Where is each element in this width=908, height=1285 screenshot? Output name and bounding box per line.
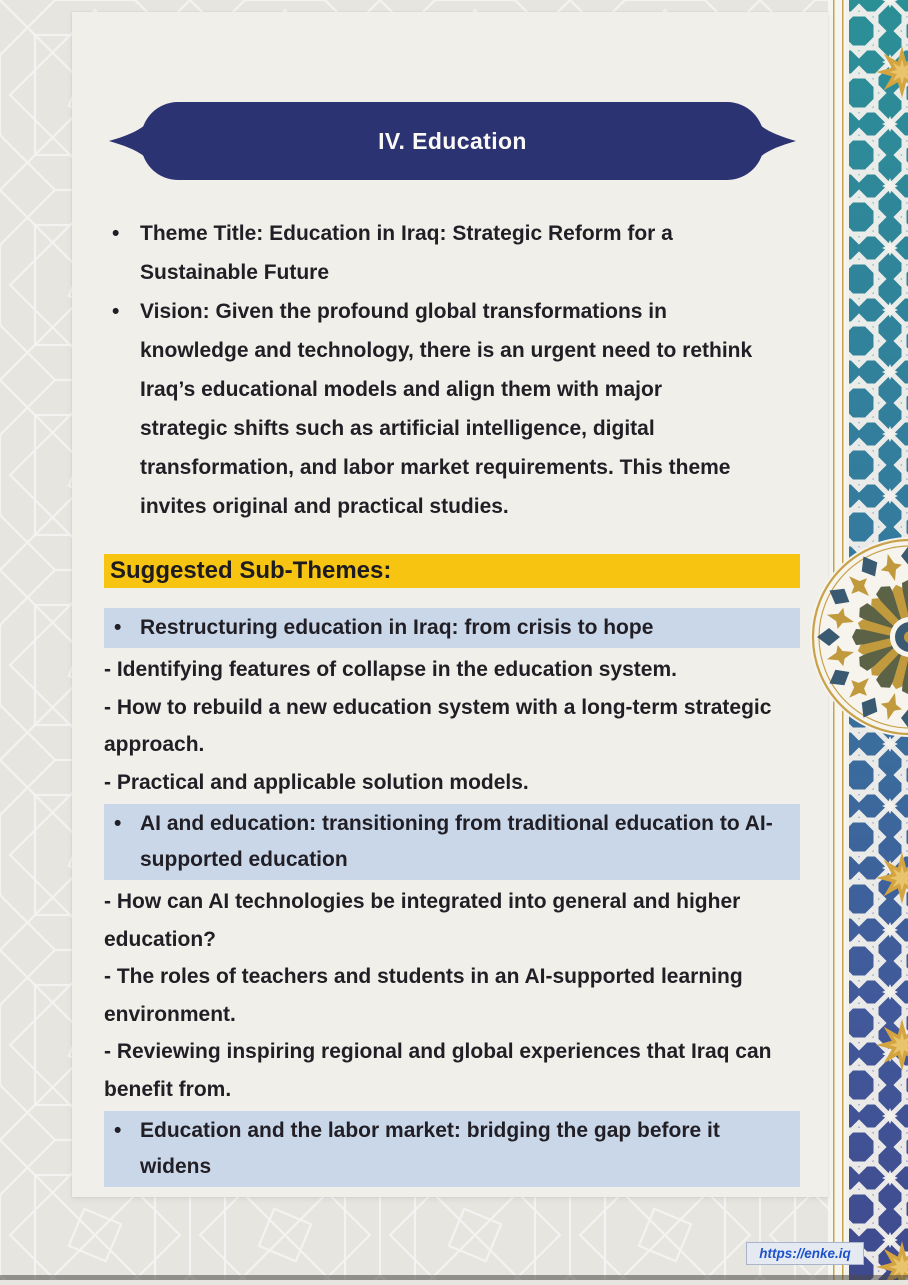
section-title: IV. Education	[378, 127, 527, 154]
subtheme-detail: - Practical and applicable solution models.	[104, 770, 529, 794]
intro-bullet-list	[110, 214, 755, 526]
intro-bullet-theme-title: • Theme Title: Education in Iraq: Strategic Reform for a Sustainable Future	[110, 214, 755, 292]
intro-bullet-vision: • Vision: Given the profound global transformations in knowledge and technology, there is an urgent need to rethink Iraq’s educational models and align them with major strategic shifts such as artificial intelligence, digital transformation, and labor market requirements. This theme invites original and practical studies.	[110, 292, 755, 526]
bottom-edge-shadow	[0, 1275, 908, 1280]
subtheme-detail: - How can AI technologies be integrated into general and higher education?	[104, 890, 741, 951]
subtheme-item: • Education and the labor market: bridging the gap before it widens	[104, 1111, 800, 1187]
subtheme-item: • AI and education: transitioning from traditional education to AI-supported education	[104, 804, 800, 880]
subtheme-detail: - The roles of teachers and students in an AI-supported learning environment.	[104, 965, 743, 1026]
rosette-medallion-icon	[798, 525, 908, 749]
footer-url-link[interactable]: https://enke.iq	[746, 1242, 864, 1265]
subtheme-detail: - How to rebuild a new education system with a long-term strategic approach.	[104, 695, 772, 756]
content-card	[72, 12, 828, 1197]
subthemes-heading: Suggested Sub-Themes:	[104, 554, 800, 588]
subthemes-list	[104, 608, 800, 1187]
subtheme-item: • Restructuring education in Iraq: from crisis to hope	[104, 608, 800, 648]
section-banner	[107, 102, 798, 180]
subtheme-detail: - Reviewing inspiring regional and global experiences that Iraq can benefit from.	[104, 1040, 772, 1101]
subtheme-detail: - Identifying features of collapse in the education system.	[104, 658, 677, 681]
